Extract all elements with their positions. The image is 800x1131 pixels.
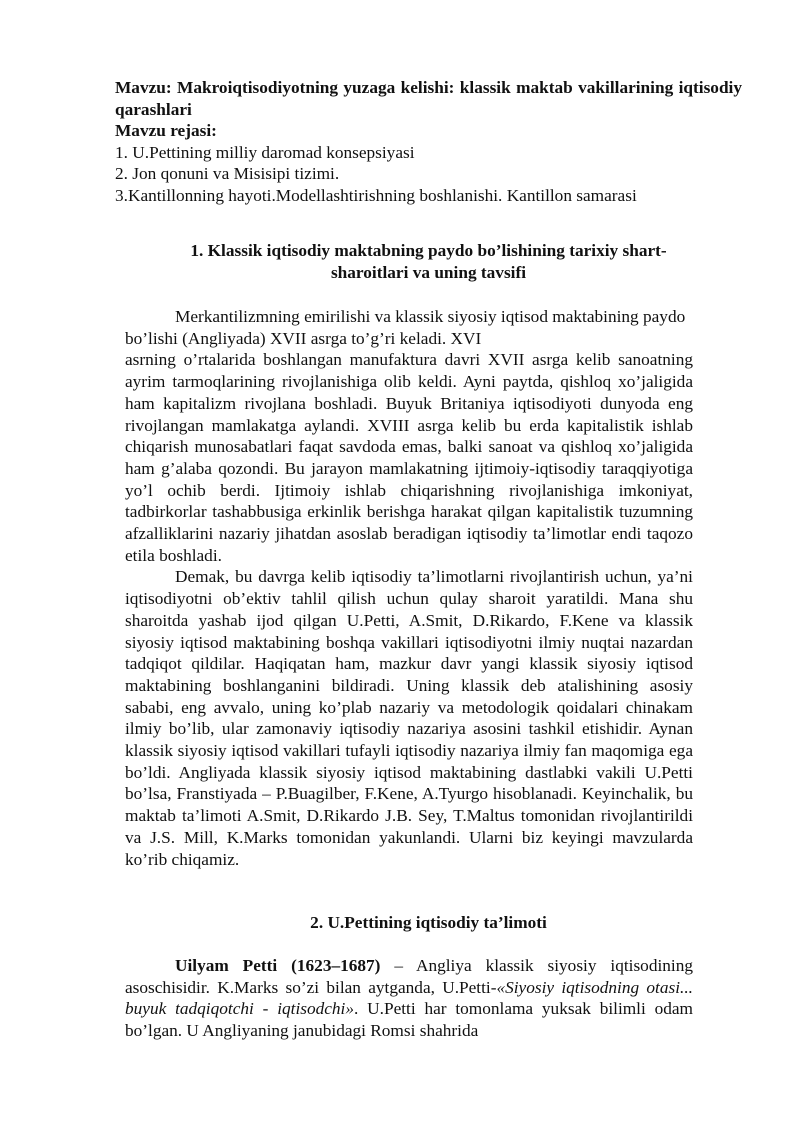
section-1-heading-line: sharoitlari va uning tavsifi bbox=[330, 263, 527, 282]
person-name-lead: Uilyam Petti (1623–1687) bbox=[175, 956, 381, 975]
section-1-heading-line: 1. Klassik iqtisodiy maktabning paydo bo’lishining tarixiy shart- bbox=[190, 241, 667, 260]
topic-title: Mavzu: Makroiqtisodiyotning yuzaga kelishi: klassik maktab vakillarining iqtisodiy qarashlari bbox=[115, 78, 742, 119]
paragraph-2: Demak, bu davrga kelib iqtisodiy ta’limotlarni rivojlantirish uchun, ya’ni iqtisodiyotni ob’ektiv tahlil qilish uchun qulay sharoit yaratildi. Mana shu sharoitda yashab ijod qilgan U.Petti, A.Smit, D.Rikardo, F.Kene va klassik siyosiy iqtisod maktabining boshqa vakillari iqtisodiyotni ilmiy nuqtai nazardan tadqiqot qildilar. Haqiqatan ham, mazkur davr yangi klassik siyosiy iqtisod maktabining boshlanganini bildiradi. Uning klassik deb atalishining asosiy sababi, eng avvalo, uning ko’plab nazariy va metodologik qoidalari chinakam ilmiy bo’lib, ular zamonaviy iqtisodiy nazariya asosini tashkil etishidir. Aynan klassik siyosiy iqtisod vakillari tufayli iqtisodiy nazariya ilmiy fan maqomiga ega bo’ldi. Angliyada klassik siyosiy iqtisod maktabining dastlabki vakili U.Petti bo’lsa, Franstiyada – P.Buagilber, F.Kene, A.Tyurgo hisoblanadi. Keyinchalik, bu maktab ta’limoti A.Smit, D.Rikardo J.B. Sey, T.Maltus tomonidan rivojlantirildi va J.S. Mill, K.Marks tomonidan yakunlandi. Ularni biz keyingi mavzularda ko’rib chiqamiz. bbox=[125, 567, 693, 869]
plan-title: Mavzu rejasi: bbox=[115, 121, 217, 140]
marx-quote: «Siyosiy iqtisodning otasi... buyuk tadqiqotchi - iqtisodchi» bbox=[125, 977, 693, 1019]
document-header bbox=[115, 77, 742, 206]
section-2-heading: 2. U.Pettining iqtisodiy ta’limoti bbox=[310, 913, 547, 932]
paragraph-3-text: – Angliya klassik siyosiy iqtisodining asoschisidir. K.Marks so’zi bilan aytganda, U.Petti- bbox=[125, 956, 693, 997]
plan-item: 1. U.Pettining milliy daromad konsepsiyasi bbox=[115, 142, 415, 162]
section-1-body bbox=[125, 306, 693, 870]
section-2-body bbox=[125, 955, 693, 1042]
plan-item: 3.Kantillonning hayoti.Modellashtirishning boshlanishi. Kantillon samarasi bbox=[115, 185, 637, 205]
plan-list bbox=[115, 142, 742, 207]
plan-item: 2. Jon qonuni va Misisipi tizimi. bbox=[115, 164, 340, 183]
paragraph-1: asrning o’rtalarida boshlangan manufaktura davri XVII asrga kelib sanoatning ayrim tarmoqlarining rivojlanishiga olib keldi. Ayni paytda, qishloq xo’jaligida ham kapitalizm rivojlana boshladi. Buyuk Britaniya iqtisodiyoti dunyoda eng rivojlangan mamlakatga aylandi. XVIII asrga kelib bu erda kapitalistik ishlab chiqarish munosabatlari faqat savdoda emas, balki sanoat va qishloq xo’jaligida ham g’alaba qozondi. Bu jarayon mamlakatning ijtimoiy-iqtisodiy taraqqiyotiga yo’l ochib berdi. Ijtimoiy ishlab chiqarishning rivojlanishiga imkoniyat, tadbirkorlar tashabbusiga erkinlik berishga harakat qilgan kapitalistik tuzumning afzalliklarini nazariy jihatdan asoslab beradigan iqtisodiy ta’limotlar endi taqozo etila boshladi. bbox=[125, 350, 693, 565]
paragraph-1-lead: Merkantilizmning emirilishi va klassik siyosiy iqtisod maktabining paydo bo’lishi (Angliyada) XVII asrga to’g’ri keladi. XVI bbox=[125, 307, 686, 348]
paragraph-3-text-end: . U.Petti har tomonlama yuksak bilimli odam bo’lgan. U Angliyaning janubidagi Romsi shahrida bbox=[125, 999, 693, 1041]
section-1-heading bbox=[115, 240, 742, 284]
paragraph-3 bbox=[125, 955, 693, 1042]
